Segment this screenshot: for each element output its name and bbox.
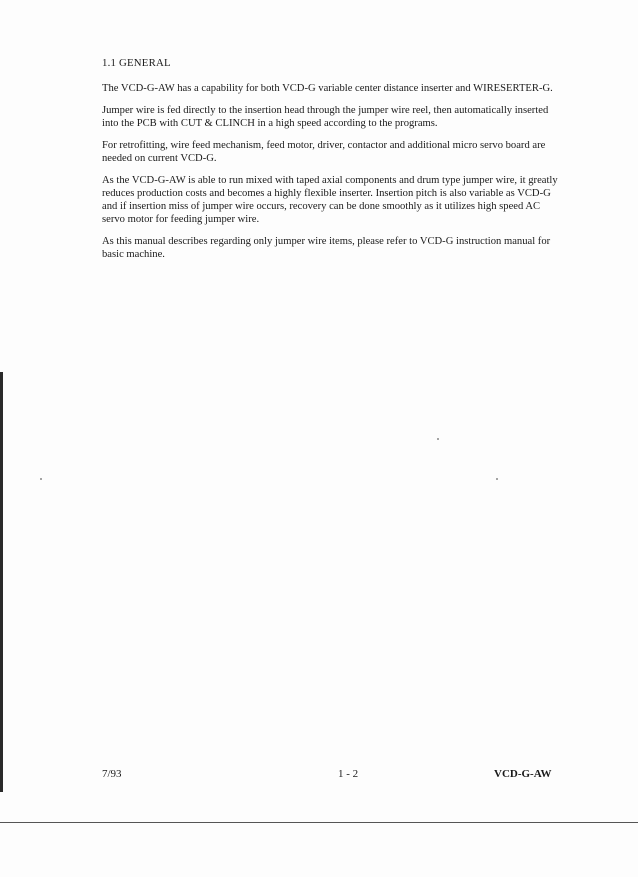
scan-speck [40, 478, 42, 480]
scan-speck [496, 478, 498, 480]
scan-speck [437, 438, 439, 440]
footer-page-number: 1 - 2 [338, 768, 359, 780]
paragraph-1: The VCD-G-AW has a capability for both VCD-G variable center distance inserter and WIRESERTER-G. [102, 83, 553, 94]
paragraph-2: Jumper wire is fed directly to the insertion head through the jumper wire reel, then automatically inserted into the PCB with CUT & CLINCH in a high speed according to the programs. [102, 105, 549, 129]
paragraph-4: As the VCD-G-AW is able to run mixed with taped axial components and drum type jumper wire, it greatly reduces production costs and becomes a highly flexible inserter. Insertion pitch is also variable as VCD-G and if insertion miss of jumper wire occurs, recovery can be done smoothly as it utilizes high speed AC servo motor for feeding jumper wire. [102, 175, 558, 225]
paragraph-5: As this manual describes regarding only jumper wire items, please refer to VCD-G instruction manual for basic machine. [102, 236, 551, 260]
footer-document-id: VCD-G-AW [494, 768, 552, 780]
paragraph-3: For retrofitting, wire feed mechanism, feed motor, driver, contactor and additional micro servo board are needed on current VCD-G. [102, 140, 546, 164]
document-body [102, 57, 562, 270]
section-heading: 1.1 GENERAL [102, 57, 171, 69]
scan-edge-mark [0, 372, 3, 792]
footer-date: 7/93 [102, 768, 122, 780]
footer-rule [0, 822, 638, 823]
